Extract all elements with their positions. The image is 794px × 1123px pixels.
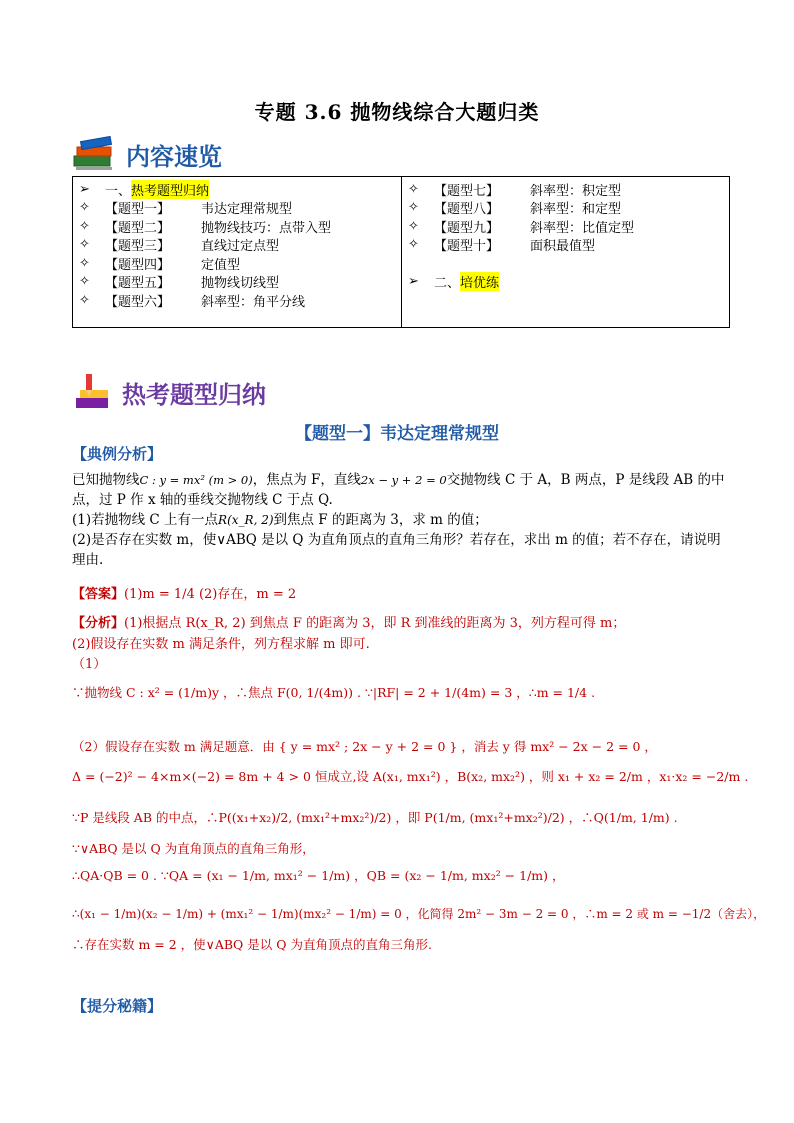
problem-text-part: 交抛物线 C 于 A，B 两点，P 是线段 AB 的中 [446, 472, 725, 488]
pencil-books-icon [72, 372, 112, 412]
toc-item-tag: 【题型五】 [105, 276, 171, 292]
math-formula: R(x_R, 2) [218, 513, 274, 527]
arrow-bullet-icon: ➢ [408, 273, 419, 289]
diamond-bullet-icon: ✧ [408, 181, 419, 197]
banner-content-overview [72, 134, 222, 174]
page-title: 专题 3.6 抛物线综合大题归类 [254, 100, 540, 124]
tips-heading: 【提分秘籍】 [72, 997, 163, 1015]
problem-text-part: 点，过 P 作 x 轴的垂线交抛物线 C 于点 Q. [72, 492, 333, 508]
diamond-bullet-icon: ✧ [79, 237, 90, 253]
toc-section-label: 热考题型归纳 [131, 180, 209, 199]
analysis-line-1 [72, 612, 625, 631]
analysis-line-3: （1） [72, 657, 107, 672]
toc-item-desc: 韦达定理常规型 [201, 202, 293, 218]
toc-section-number: 一、 [105, 183, 132, 199]
question-2: (2)是否存在实数 m，使∨ABQ 是以 Q 为直角顶点的直角三角形？若存在，求出 m 的值；若不存在，请说明 [72, 532, 721, 548]
solution-step-1: ∵抛物线 C : x² = (1/m)y ，∴焦点 F(0, 1/(4m)) . ∵|RF| = 2 + 1/(4m) = 3 ，∴m = 1/4 . [72, 685, 596, 700]
diamond-bullet-icon: ✧ [408, 237, 419, 253]
question-1: (1)若抛物线 C 上有一点 [72, 512, 219, 528]
toc-item-tag: 【题型八】 [434, 202, 500, 218]
toc-section-label: 培优练 [460, 272, 499, 291]
example-heading: 【典例分析】 [72, 445, 163, 463]
toc-table [72, 176, 730, 328]
solution-step-8: ∴存在实数 m = 2 ，使∨ABQ 是以 Q 为直角顶点的直角三角形. [72, 937, 432, 952]
toc-item[interactable] [79, 254, 395, 273]
toc-section-number: 二、 [434, 275, 461, 291]
toc-section-2[interactable] [408, 272, 723, 291]
toc-left-column [73, 177, 402, 328]
toc-item[interactable] [79, 199, 395, 218]
toc-item-desc: 斜率型：积定型 [530, 183, 622, 199]
toc-item[interactable] [79, 236, 395, 255]
toc-item-desc: 斜率型：和定型 [530, 202, 622, 218]
question-1-rest: 到焦点 F 的距离为 3，求 m 的值； [273, 512, 488, 528]
problem-text-part: 已知抛物线 [72, 472, 140, 488]
toc-item-tag: 【题型六】 [105, 294, 171, 310]
toc-item[interactable] [79, 273, 395, 292]
toc-item[interactable] [79, 217, 395, 236]
diamond-bullet-icon: ✧ [408, 218, 419, 234]
toc-item[interactable] [408, 199, 723, 218]
toc-item-tag: 【题型四】 [105, 257, 171, 273]
answer-text: (1)m = 1/4 (2)存在，m = 2 [124, 587, 297, 602]
solution-step-7: ∴(x₁ − 1/m)(x₂ − 1/m) + (mx₁² − 1/m)(mx₂² − 1/m) = 0 ，化简得 2m² − 3m − 2 = 0 ，∴m = 2 或 m = −1/2（舍去）， [72, 907, 766, 921]
diamond-bullet-icon: ✧ [79, 200, 90, 216]
analysis-label: 【分析】 [72, 616, 125, 631]
problem-text [72, 470, 732, 570]
books-icon [72, 136, 116, 172]
solution-step-6: ∴QA·QB = 0 . ∵QA = (x₁ − 1/m, mx₁² − 1/m) ，QB = (x₂ − 1/m, mx₂² − 1/m) ， [72, 868, 565, 883]
toc-item-desc: 抛物线技巧：点带入型 [201, 220, 332, 236]
math-formula: C : y = mx² (m > 0) [139, 473, 253, 487]
toc-item-desc: 面积最值型 [530, 239, 596, 255]
toc-item-tag: 【题型七】 [434, 183, 500, 199]
toc-item-tag: 【题型三】 [105, 239, 171, 255]
solution-step-2: （2）假设存在实数 m 满足题意．由 { y = mx² ; 2x − y + 2 = 0 } ，消去 y 得 mx² − 2x − 2 = 0 ， [72, 739, 657, 754]
toc-section-1[interactable] [79, 180, 395, 199]
toc-item[interactable] [408, 236, 723, 255]
problem-text-part: ，焦点为 F，直线 [252, 472, 361, 488]
toc-item[interactable] [79, 291, 395, 310]
toc-right-column [402, 177, 730, 328]
solution-step-3: Δ = (−2)² − 4×m×(−2) = 8m + 4 > 0 恒成立,设 A(x₁, mx₁²) ，B(x₂, mx₂²) ，则 x₁ + x₂ = 2/m ，x₁·x₂ = −2/m . [72, 769, 749, 784]
toc-item-desc: 定值型 [201, 257, 241, 273]
diamond-bullet-icon: ✧ [79, 292, 90, 308]
solution-step-5: ∵∨ABQ 是以 Q 为直角顶点的直角三角形， [72, 841, 315, 856]
banner-title: 热考题型归纳 [122, 380, 266, 409]
question-2-rest: 理由. [72, 552, 104, 568]
analysis-text: (1)根据点 R(x_R, 2) 到焦点 F 的距离为 3，即 R 到准线的距离为 3，列方程可得 m； [124, 616, 626, 631]
toc-item[interactable] [408, 180, 723, 199]
solution-step-4: ∵P 是线段 AB 的中点，∴P((x₁+x₂)/2, (mx₁²+mx₂²)/2) ，即 P(1/m, (mx₁²+mx₂²)/2) ，∴Q(1/m, 1/m) . [72, 810, 678, 825]
toc-item-desc: 抛物线切线型 [201, 276, 280, 292]
math-formula: 2x − y + 2 = 0 [360, 473, 447, 487]
toc-item-tag: 【题型九】 [434, 220, 500, 236]
answer-line [72, 583, 296, 602]
answer-label: 【答案】 [72, 587, 125, 602]
toc-item-tag: 【题型十】 [434, 239, 500, 255]
section-title: 【题型一】韦达定理常规型 [295, 424, 499, 444]
toc-item-tag: 【题型一】 [105, 202, 171, 218]
diamond-bullet-icon: ✧ [79, 218, 90, 234]
analysis-line-2: (2)假设存在实数 m 满足条件，列方程求解 m 即可. [72, 637, 370, 652]
diamond-bullet-icon: ✧ [408, 200, 419, 216]
toc-item-desc: 直线过定点型 [201, 239, 280, 255]
diamond-bullet-icon: ✧ [79, 255, 90, 271]
banner-title: 内容速览 [126, 142, 222, 171]
banner-hot-topics [72, 372, 266, 412]
toc-item-desc: 斜率型：角平分线 [201, 294, 306, 310]
diamond-bullet-icon: ✧ [79, 274, 90, 290]
arrow-bullet-icon: ➢ [79, 181, 90, 197]
toc-item-desc: 斜率型：比值定型 [530, 220, 635, 236]
toc-item-tag: 【题型二】 [105, 220, 171, 236]
toc-item[interactable] [408, 217, 723, 236]
